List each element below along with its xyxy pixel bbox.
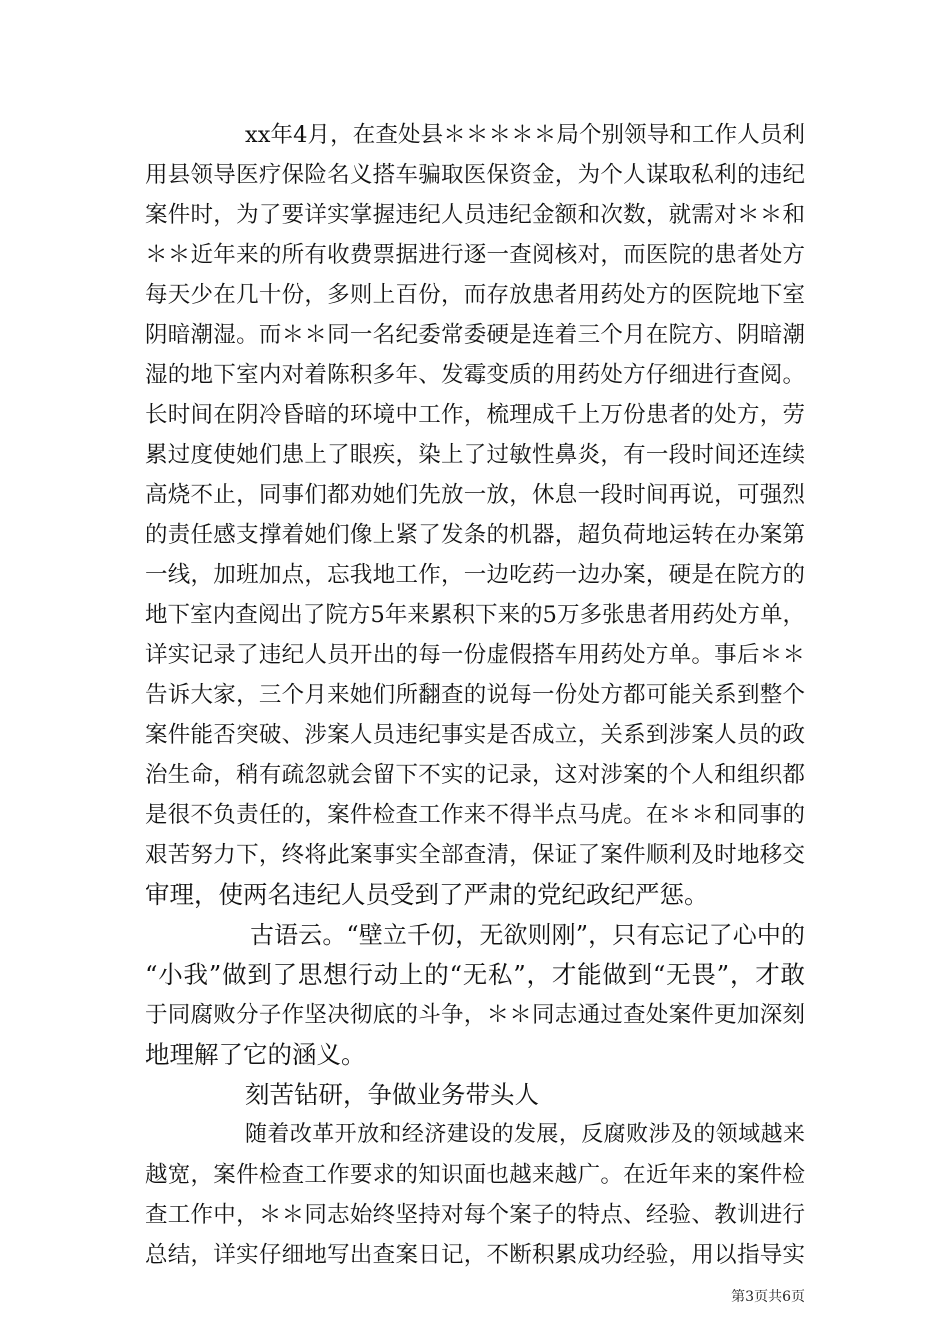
text-line-13: 地下室内查阅出了院方5年来累积下来的5万多张患者用药处方单， <box>145 602 805 628</box>
text-line-24: 地理解了它的涵义。 <box>145 1040 366 1069</box>
text-line-4: ＊＊近年来的所有收费票据进行逐一查阅核对，而医院的患者处方 <box>145 242 805 268</box>
text-line-21: 古语云。“壁立千仞，无欲则刚”，只有忘记了心中的 <box>250 921 805 949</box>
text-line-11: 的责任感支撑着她们像上紧了发条的机器，超负荷地运转在办案第 <box>145 522 805 548</box>
text-line-26: 随着改革开放和经济建设的发展，反腐败涉及的领域越来 <box>245 1122 805 1147</box>
text-line-6: 阴暗潮湿。而＊＊同一名纪委常委硬是连着三个月在院方、阴暗潮 <box>145 322 805 348</box>
text-line-16: 案件能否突破、涉案人员违纪事实是否成立，关系到涉案人员的政 <box>145 722 805 748</box>
text-line-22: “小我”做到了思想行动上的“无私”，才能做到“无畏”，才敢 <box>145 960 805 989</box>
text-line-15: 告诉大家，三个月来她们所翻查的说每一份处方都可能关系到整个 <box>145 682 805 708</box>
page-footer: 第3页共6页 <box>731 1289 805 1305</box>
text-line-3: 案件时，为了要详实掌握违纪人员违纪金额和次数，就需对＊＊和 <box>145 202 805 228</box>
text-line-18: 是很不负责任的，案件检查工作来不得半点马虎。在＊＊和同事的 <box>145 802 805 828</box>
text-line-27: 越宽，案件检查工作要求的知识面也越来越广。在近年来的案件检 <box>145 1162 805 1188</box>
text-line-5: 每天少在几十份，多则上百份，而存放患者用药处方的医院地下室 <box>145 282 805 308</box>
text-line-2: 用县领导医疗保险名义搭车骗取医保资金，为个人谋取私利的违纪 <box>145 162 805 188</box>
text-line-14: 详实记录了违纪人员开出的每一份虚假搭车用药处方单。事后＊＊ <box>145 642 805 668</box>
section-heading: 刻苦钻研，争做业务带头人 <box>245 1080 539 1109</box>
text-line-20: 审理，使两名违纪人员受到了严肃的党纪政纪严惩。 <box>145 880 709 909</box>
text-line-28: 查工作中，＊＊同志始终坚持对每个案子的特点、经验、教训进行 <box>145 1202 805 1228</box>
text-line-17: 治生命，稍有疏忽就会留下不实的记录，这对涉案的个人和组织都 <box>145 762 805 788</box>
text-line-10: 高烧不止，同事们都劝她们先放一放，休息一段时间再说，可强烈 <box>145 482 805 508</box>
text-line-29: 总结，详实仔细地写出查案日记，不断积累成功经验，用以指导实 <box>145 1242 805 1268</box>
text-line-7: 湿的地下室内对着陈积多年、发霉变质的用药处方仔细进行查阅。 <box>145 362 805 388</box>
text-line-23: 于同腐败分子作坚决彻底的斗争，＊＊同志通过查处案件更加深刻 <box>145 1002 805 1028</box>
text-line-12: 一线，加班加点，忘我地工作，一边吃药一边办案，硬是在院方的 <box>145 562 805 588</box>
text-line-9: 累过度使她们患上了眼疾，染上了过敏性鼻炎，有一段时间还连续 <box>145 442 805 468</box>
text-line-19: 艰苦努力下，终将此案事实全部查清，保证了案件顺利及时地移交 <box>145 842 805 868</box>
text-line-8: 长时间在阴冷昏暗的环境中工作，梳理成千上万份患者的处方，劳 <box>145 402 805 428</box>
text-line-1: xx年4月，在查处县＊＊＊＊＊局个别领导和工作人员利 <box>245 122 805 148</box>
